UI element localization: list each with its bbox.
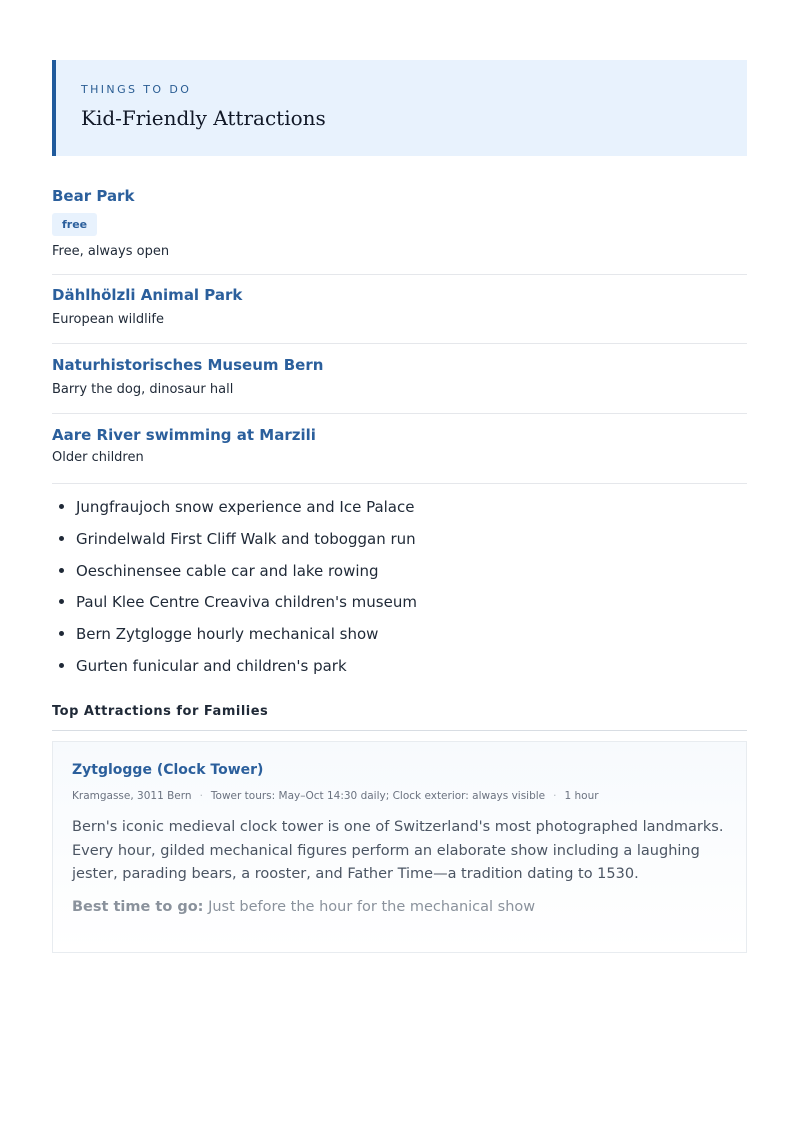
attraction-link[interactable]: Aare River swimming at Marzili <box>52 426 316 444</box>
eyebrow-label: THINGS TO DO <box>81 83 192 96</box>
list-item <box>52 496 747 528</box>
attraction-link[interactable]: Dählhölzli Animal Park <box>52 286 243 304</box>
attraction-bullet-list <box>52 496 747 687</box>
bullet-icon <box>59 631 64 636</box>
list-item-text: Paul Klee Centre Creaviva children's museum <box>76 593 417 612</box>
best-time-label: Best time to go: <box>72 899 204 915</box>
card-duration: 1 hour <box>564 790 599 802</box>
list-item-text: Jungfraujoch snow experience and Ice Palace <box>76 498 415 516</box>
list-item <box>52 623 747 655</box>
list-item <box>52 560 747 592</box>
list-item-text: Gurten funicular and children's park <box>76 656 347 675</box>
attraction-description: Barry the dog, dinosaur hall <box>52 382 234 397</box>
card-meta <box>72 790 599 802</box>
attraction-item <box>52 356 747 414</box>
attraction-link[interactable]: Bear Park <box>52 187 135 205</box>
card-description: Bern's iconic medieval clock tower is one of Switzerland's most photographed landmarks. Every hour, gilded mechanical figures perform an elaborate show including a laughing jester, parading bears, a rooster, and Father Time—a tradition dating to 1530. <box>72 819 724 882</box>
attraction-description: European wildlife <box>52 312 164 327</box>
free-badge: free <box>52 213 97 236</box>
best-time-value: Just before the hour for the mechanical show <box>208 899 536 915</box>
meta-separator: · <box>199 790 203 802</box>
card-best-time <box>72 899 535 915</box>
section-title: Top Attractions for Families <box>52 704 747 731</box>
page-title: Kid-Friendly Attractions <box>81 106 326 130</box>
card-address: Kramgasse, 3011 Bern <box>72 790 192 802</box>
bullet-icon <box>59 663 64 668</box>
list-item <box>52 655 747 687</box>
meta-separator: · <box>553 790 557 802</box>
attraction-link[interactable]: Naturhistorisches Museum Bern <box>52 356 324 374</box>
bullet-icon <box>59 504 64 509</box>
attraction-description: Older children <box>52 450 144 465</box>
bullet-icon <box>59 599 64 604</box>
list-item-text: Grindelwald First Cliff Walk and toboggan run <box>76 529 416 548</box>
header-banner <box>52 60 747 156</box>
card-title-link[interactable]: Zytglogge (Clock Tower) <box>72 762 264 778</box>
attraction-description: Free, always open <box>52 244 170 259</box>
list-item-text: Bern Zytglogge hourly mechanical show <box>76 625 379 644</box>
bullet-icon <box>59 536 64 541</box>
attraction-item <box>52 426 747 484</box>
attraction-item <box>52 286 747 344</box>
list-item <box>52 528 747 560</box>
bullet-icon <box>59 568 64 573</box>
attraction-card <box>52 741 747 953</box>
attraction-item <box>52 187 747 275</box>
card-hours: Tower tours: May–Oct 14:30 daily; Clock exterior: always visible <box>210 790 546 802</box>
list-item-text: Oeschinensee cable car and lake rowing <box>76 561 379 580</box>
list-item <box>52 591 747 623</box>
